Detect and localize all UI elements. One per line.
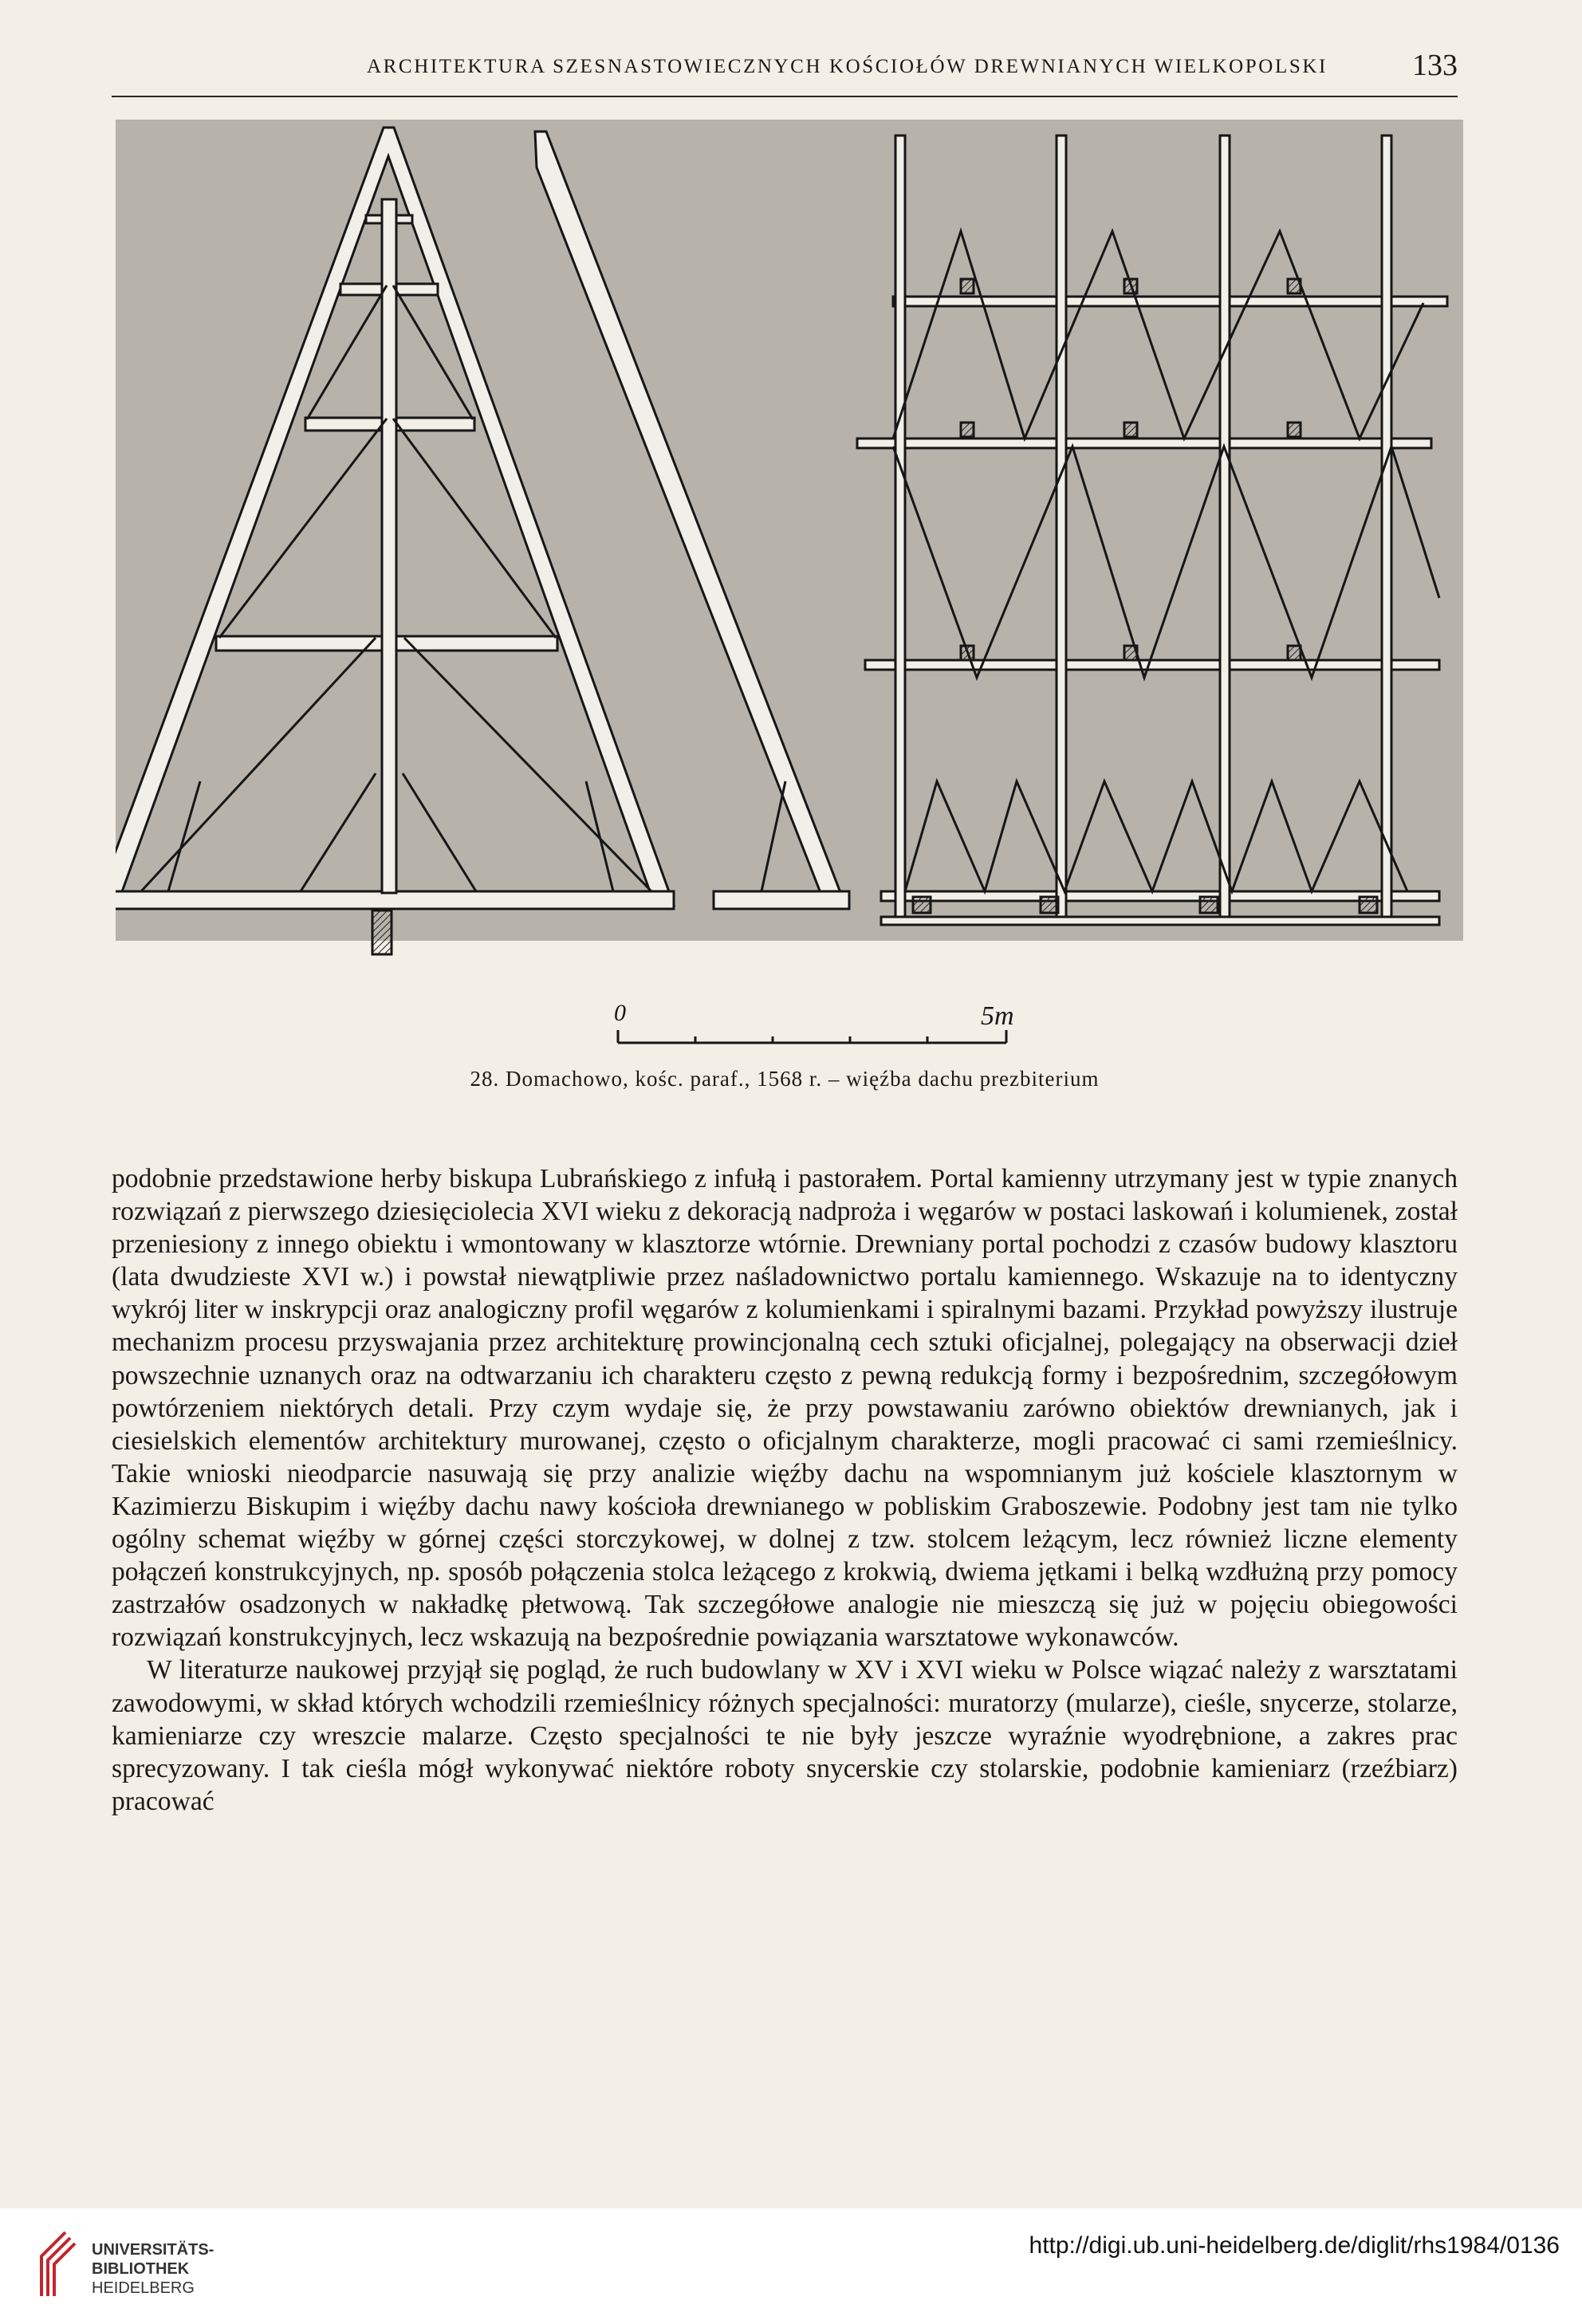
roof-truss-drawing [116,120,1463,1052]
library-footer [0,2208,1582,2324]
ub-heidelberg-logo-icon [33,2224,81,2304]
paragraph: podobnie przedstawione herby biskupa Lubrańskiego z infułą i pastorałem. Portal kamienny utrzymany jest w typie znanych rozwiązań z pierwszego dziesięciolecia XVI wieku z dekoracją nadproża i węgarów w postaci laskowań i kolumienek, został przeniesiony z innego obiektu i wmontowany w klasztorze wtórnie. Drewniany portal pochodzi z czasów budowy klasztoru (lata dwudzieste XVI w.) i powstał niewątpliwie przez naśladownictwo portalu kamiennego. Wskazuje na to identyczny wykrój liter w inskrypcji oraz analogiczny profil węgarów z kolumienkami i spiralnymi bazami. Przykład powyższy ilustruje mechanizm procesu przyswajania przez architekturę prowincjonalną cech sztuki oficjalnej, polegający na obserwacji dzieł powszechnie uznanych oraz na odtwarzaniu ich charakteru często z pewną redukcją formy i bezpośrednim, szczegółowym powtórzeniem niektórych detali. Przy czym wydaje się, że przy powstawaniu zarówno obiektów drewnianych, jak i ciesielskich elementów architektury murowanej, często o oficjalnym charakterze, mogli pracować ci sami rzemieślnicy. Takie wnioski nieodparcie nasuwają się przy analizie więźby dachu na wspomnianym już kościele klasztornym w Kazimierzu Biskupim i więźby dachu nawy kościoła drewnianego w pobliskim Graboszewie. Podobny jest tam nie tylko ogólny schemat więźby w górnej części storczykowej, w dolnej z tzw. stolcem leżącym, lecz również liczne elementy połączeń konstrukcyjnych, np. sposób połączenia stolca leżącego z krokwią, dwiema jętkami i belką wzdłużną przy pomocy zastrzałów osadzonych w nakładkę płetwową. Tak szczegółowe analogie nie mieszczą się już w pojęciu obiegowości rozwiązań konstrukcyjnych, lecz wskazują na bezpośrednie powiązania warsztatowe wykonawców. [112,1164,1458,1653]
roof-truss-figure [116,120,1463,1052]
scale-zero-label: 0 [614,1000,626,1026]
paragraph: W literaturze naukowej przyjął się pogląd, że ruch budowlany w XV i XVI wieku w Polsce wiązać należy z warsztatami zawodowymi, w skład których wchodzili rzemieślnicy różnych specjalności: muratorzy (mularze), cieśle, snycerze, stolarze, kamieniarze czy wreszcie malarze. Często specjalności te nie były jeszcze wyraźnie wyodrębnione, a zakres prac sprecyzowany. I tak cieśla mógł wykonywać niektóre roboty snycerskie czy stolarskie, podobnie kamieniarz (rzeźbiarz) pracować [112,1655,1458,1816]
scale-bar [618,1030,1006,1043]
figure-caption: 28. Domachowo, kośc. paraf., 1568 r. – więźba dachu prezbiterium [470,1067,1100,1091]
library-name: UNIVERSITÄTS- BIBLIOTHEK HEIDELBERG [92,2241,214,2297]
running-title: ARCHITEKTURA SZESNASTOWIECZNYCH KOŚCIOŁÓW DREWNIANYCH WIELKOPOLSKI [367,56,1328,77]
body-text [112,1162,1458,1818]
page-number: 133 [1412,49,1458,82]
scale-end-label: 5m [981,1001,1014,1031]
source-url-link[interactable]: http://digi.ub.uni-heidelberg.de/diglit/rhs1984/0136 [1029,2232,1560,2259]
page-header [112,48,1458,97]
